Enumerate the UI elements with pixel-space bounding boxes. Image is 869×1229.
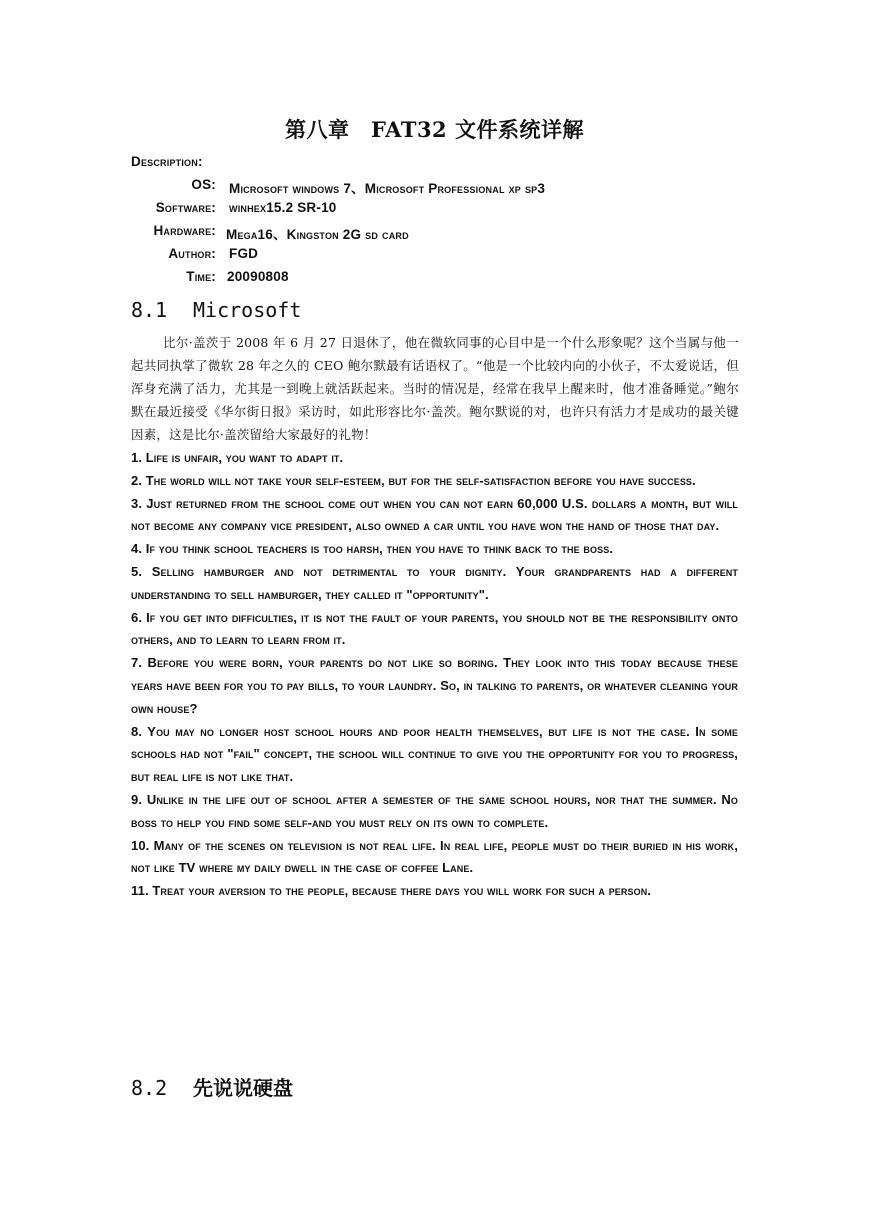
meta-row-software: [0, 200, 869, 220]
list-item: 9. Unlike in the life out of school after a semester of the same school hours, nor that the summer. No boss to help you find some self-and you must rely on its own to complete.: [131, 791, 738, 830]
list-item: 5. Selling hamburger and not detrimental to your dignity. Your grandparents had a different understanding to sell hamburger, they called it "opportunity".: [131, 563, 738, 602]
list-item: 2. The world will not take your self-esteem, but for the self-satisfaction before you have success.: [131, 472, 696, 488]
meta-key-author: Author:: [168, 246, 216, 261]
list-item: 1. Life is unfair, you want to adapt it.: [131, 450, 344, 465]
meta-row-os: [0, 177, 869, 197]
meta-row-hardware: [0, 223, 869, 243]
meta-value-hardware: Mega16、Kingston 2G sd card: [226, 227, 409, 242]
list-item: 6. If you get into difficulties, it is not the fault of your parents, you should not be the responsibility onto others, and to learn to learn from it.: [131, 609, 738, 648]
section-title: Microsoft: [193, 298, 302, 322]
list-item: 3. Just returned from the school come out when you can not earn 60,000 U.S. dollars a month, but will not become any company vice president, also owned a car until you have won the hand of those that day.: [131, 495, 738, 534]
list-item: 4. If you think school teachers is too harsh, then you have to think back to the boss.: [131, 541, 614, 557]
section-number: 8.1: [131, 298, 168, 322]
meta-key-os: OS:: [191, 177, 216, 192]
section-heading-8-2: [131, 1072, 293, 1101]
section-heading-8-1: [131, 298, 301, 322]
meta-row-author: [0, 246, 869, 266]
description-heading: Description:: [131, 154, 203, 169]
section-number: 8.2: [131, 1076, 168, 1100]
list-item: 7. Before you were born, your parents do not like so boring. They look into this today because these years have been for you to pay bills, to your laundry. So, in talking to parents, or whatever cleaning your own house?: [131, 655, 738, 716]
list-item: 10. Many of the scenes on television is not real life. In real life, people must do their buried in his work, not like TV where my daily dwell in the case of coffee Lane.: [131, 837, 738, 876]
rules-list: [131, 447, 738, 903]
meta-value-time: 20090808: [227, 269, 289, 284]
section-title: 先说说硬盘: [193, 1076, 293, 1100]
meta-row-time: [0, 269, 869, 289]
meta-value-software: winhex15.2 SR-10: [229, 200, 337, 215]
list-item: 11. Treat your aversion to the people, because there days you will work for such a person.: [131, 883, 652, 899]
meta-key-software: Software:: [155, 200, 216, 215]
intro-paragraph: 比尔·盖茨于 2008 年 6 月 27 日退休了，他在微软同事的心目中是一个什么形象呢？这个当属与他一起共同执掌了微软 28 年之久的 CEO 鲍尔默最有话语权了。“他是一个比较内向的小伙子，不太爱说话，但浑身充满了活力，尤其是一到晚上就活跃起来。当时的情况是，经常在我早上醒来时，他才准备睡觉。”鲍尔默在最近接受《华尔街日报》采访时，如此形容比尔·盖茨。鲍尔默说的对，也许只有活力才是成功的最关键因素，这是比尔·盖茨留给大家最好的礼物！: [131, 335, 739, 442]
meta-key-hardware: Hardware:: [153, 223, 216, 238]
meta-key-time: Time:: [186, 269, 216, 284]
chapter-title: 第八章 FAT32 文件系统详解: [285, 117, 584, 142]
meta-value-os: Microsoft windows 7、Microsoft Professional xp sp3: [229, 181, 546, 196]
list-item: 8. You may no longer host school hours and poor health themselves, but life is not the case. In some schools had not "fail" concept, the school will continue to give you the opportunity for you to progress, but real life is not like that.: [131, 723, 738, 785]
meta-value-author: FGD: [229, 246, 259, 261]
